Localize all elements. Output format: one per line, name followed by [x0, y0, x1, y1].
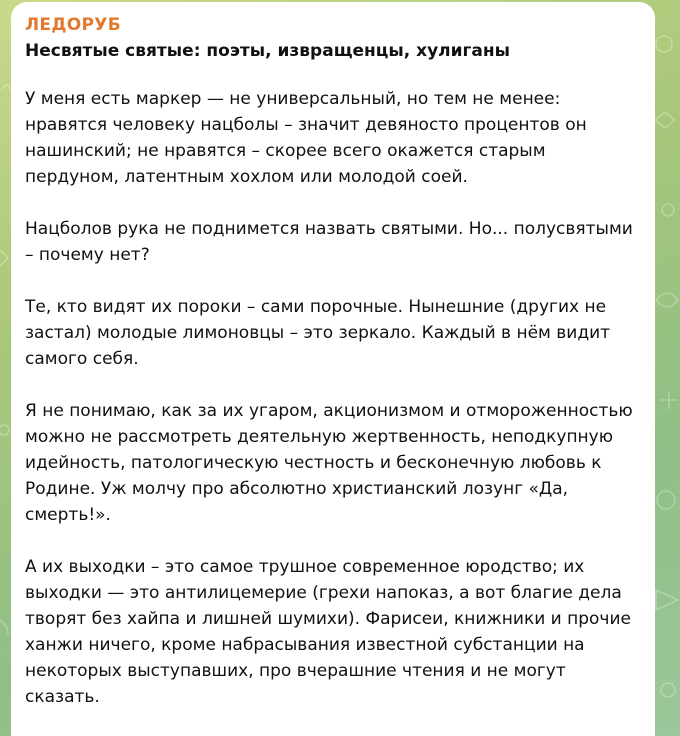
post-title: Несвятые святые: поэты, извращенцы, хулиганы	[25, 41, 510, 61]
post-body	[25, 86, 641, 710]
channel-name[interactable]: ЛЕДОРУБ	[25, 15, 121, 35]
post-paragraph: А их выходки – это самое трушное современное юродство; их выходки — это антилицемерие (грехи напоказ, а вот благие дела творят без хайпа и лишней шумихи). Фарисеи, книжники и прочие ханжи ничего, кроме набрасывания известной субстанции на некоторых выступавших, про вчерашние чтения и не могут сказать.	[25, 557, 631, 707]
post-paragraph: Я не понимаю, как за их угаром, акционизмом и отмороженностью можно не рассмотреть деятельную жертвенность, неподкупную идейность, патологическую честность и бесконечную любовь к Родине. Уж молчу про абсолютно христианский лозунг «Да, смерть!».	[25, 401, 633, 525]
post-paragraph: У меня есть маркер — не универсальный, но тем не менее: нравятся человеку нацболы – значит девяносто процентов он нашинский; не нравятся – скорее всего окажется старым пердуном, латентным хохлом или молодой соей.	[25, 89, 587, 187]
post-paragraph: Те, кто видят их пороки – сами порочные. Нынешние (других не застал) молодые лимоновцы – это зеркало. Каждый в нём видит самого себя.	[25, 297, 611, 369]
message-bubble[interactable]	[11, 2, 655, 736]
post-paragraph: Нацболов рука не поднимется назвать святыми. Но... полусвятыми – почему нет?	[25, 219, 633, 265]
